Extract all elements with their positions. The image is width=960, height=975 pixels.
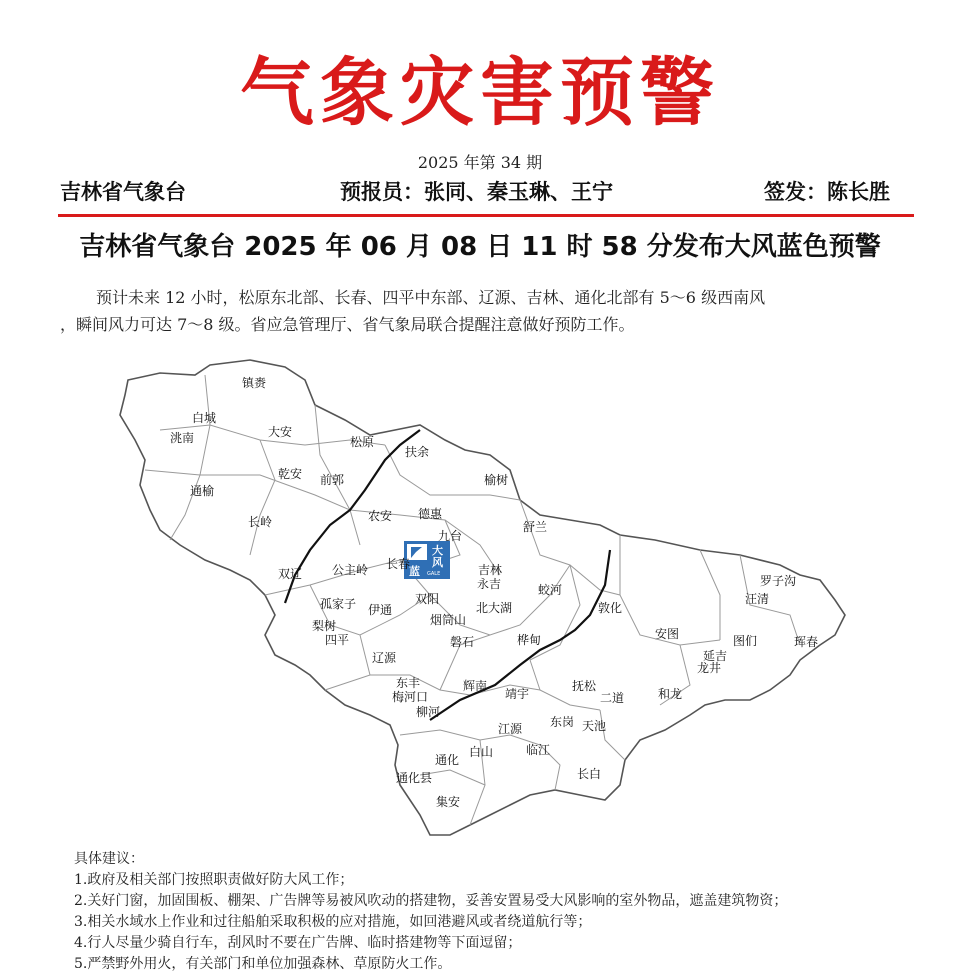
advice-section — [74, 849, 934, 975]
map-label: 珲春 — [794, 635, 819, 649]
signer: 签发：陈长胜 — [764, 179, 890, 204]
map-label: 辉南 — [463, 679, 488, 693]
map-label: 乾安 — [278, 467, 303, 481]
warning-map — [100, 345, 880, 845]
advice-item: 4.行人尽量少骑自行车，刮风时不要在广告牌、临时搭建物等下面逗留； — [74, 935, 522, 951]
map-label: 永吉 — [477, 577, 502, 591]
warning-body — [60, 284, 910, 338]
advice-title: 具体建议： — [74, 851, 144, 867]
gale-blue-warning-icon — [404, 541, 450, 579]
map-label: 舒兰 — [523, 520, 548, 534]
map-label: 延吉 — [703, 649, 728, 663]
forecasters: 预报员：张同、秦玉琳、王宁 — [340, 179, 613, 204]
map-label: 伊通 — [368, 603, 393, 617]
map-label: 敦化 — [598, 601, 623, 615]
map-label: 吉林 — [478, 563, 503, 577]
map-label: 蛟河 — [538, 583, 563, 597]
map-label: 二道 — [600, 691, 625, 705]
map-label: 四平 — [325, 633, 350, 647]
map-label: 辽源 — [372, 651, 397, 665]
map-label: 农安 — [368, 509, 393, 523]
map-label: 和龙 — [658, 687, 683, 701]
map-label: 孤家子 — [320, 597, 357, 611]
map-label: 长白 — [577, 767, 602, 781]
map-label: 汪清 — [745, 592, 770, 606]
icon-label-feng: 风 — [432, 556, 443, 569]
body-line-2: ，瞬间风力可达 7～8 级。省应急管理厅、省气象局联合提醒注意做好预防工作。 — [60, 315, 635, 334]
map-label: 长春 — [386, 557, 411, 571]
map-label: 榆树 — [484, 473, 509, 487]
map-label: 通榆 — [190, 484, 215, 498]
map-label: 罗子沟 — [760, 574, 797, 588]
divider — [58, 214, 914, 217]
map-label: 磐石 — [450, 635, 475, 649]
warning-headline: 吉林省气象台 2025 年 06 月 08 日 11 时 58 分发布大风蓝色预警 — [79, 232, 881, 262]
advice-item: 1.政府及相关部门按照职责做好防大风工作； — [74, 872, 354, 888]
map-label: 白山 — [469, 745, 494, 759]
map-label: 烟筒山 — [430, 613, 467, 627]
page-title: 气象灾害预警 — [240, 50, 720, 136]
map-label: 洮南 — [170, 431, 195, 445]
map-label: 桦甸 — [517, 633, 542, 647]
map-label: 安图 — [655, 627, 680, 641]
icon-label-da: 大 — [432, 544, 443, 557]
advice-item: 5.严禁野外用火，有关部门和单位加强森林、草原防火工作。 — [74, 956, 452, 972]
map-label: 抚松 — [572, 679, 597, 693]
map-label: 扶余 — [405, 445, 430, 459]
icon-label-lan: 蓝 — [409, 565, 420, 578]
map-label: 东岗 — [550, 715, 575, 729]
map-label: 前郭 — [320, 473, 345, 487]
map-label: 龙井 — [697, 661, 722, 675]
map-label: 德惠 — [418, 507, 443, 521]
map-label: 通化县 — [396, 771, 433, 785]
map-label: 集安 — [436, 795, 461, 809]
map-label: 大安 — [268, 425, 293, 439]
map-label: 柳河 — [416, 705, 441, 719]
map-label: 东丰 — [396, 676, 421, 690]
icon-label-gale: GALE — [427, 571, 441, 577]
map-label: 梅河口 — [392, 690, 429, 704]
advice-item: 2.关好门窗，加固围板、棚架、广告牌等易被风吹动的搭建物，妥善安置易受大风影响的室外物品，遮盖建筑物资； — [74, 893, 788, 909]
map-label: 江源 — [498, 722, 523, 736]
issuing-agency: 吉林省气象台 — [60, 179, 186, 204]
map-label: 通化 — [435, 753, 460, 767]
map-label: 梨树 — [312, 619, 337, 633]
map-label: 天池 — [582, 719, 607, 733]
map-label: 九台 — [438, 529, 463, 543]
map-label: 松原 — [350, 435, 375, 449]
advice-item: 3.相关水域水上作业和过往船舶采取积极的应对措施，如回港避风或者绕道航行等； — [74, 914, 592, 930]
map-label: 临江 — [526, 743, 551, 757]
map-label: 双阳 — [415, 592, 440, 606]
body-line-1: 预计未来 12 小时，松原东北部、长春、四平中东部、辽源、吉林、通化北部有 5～6 级西南风 — [96, 288, 766, 307]
map-label: 北大湖 — [476, 601, 513, 615]
map-label: 图们 — [733, 634, 758, 648]
map-label: 公主岭 — [332, 563, 369, 577]
map-label: 白城 — [192, 411, 217, 425]
map-label: 靖宇 — [505, 687, 530, 701]
issue-number: 2025 年第 34 期 — [417, 153, 543, 172]
map-label: 镇赉 — [242, 376, 267, 390]
map-label: 长岭 — [248, 515, 273, 529]
map-label: 双辽 — [278, 567, 303, 581]
